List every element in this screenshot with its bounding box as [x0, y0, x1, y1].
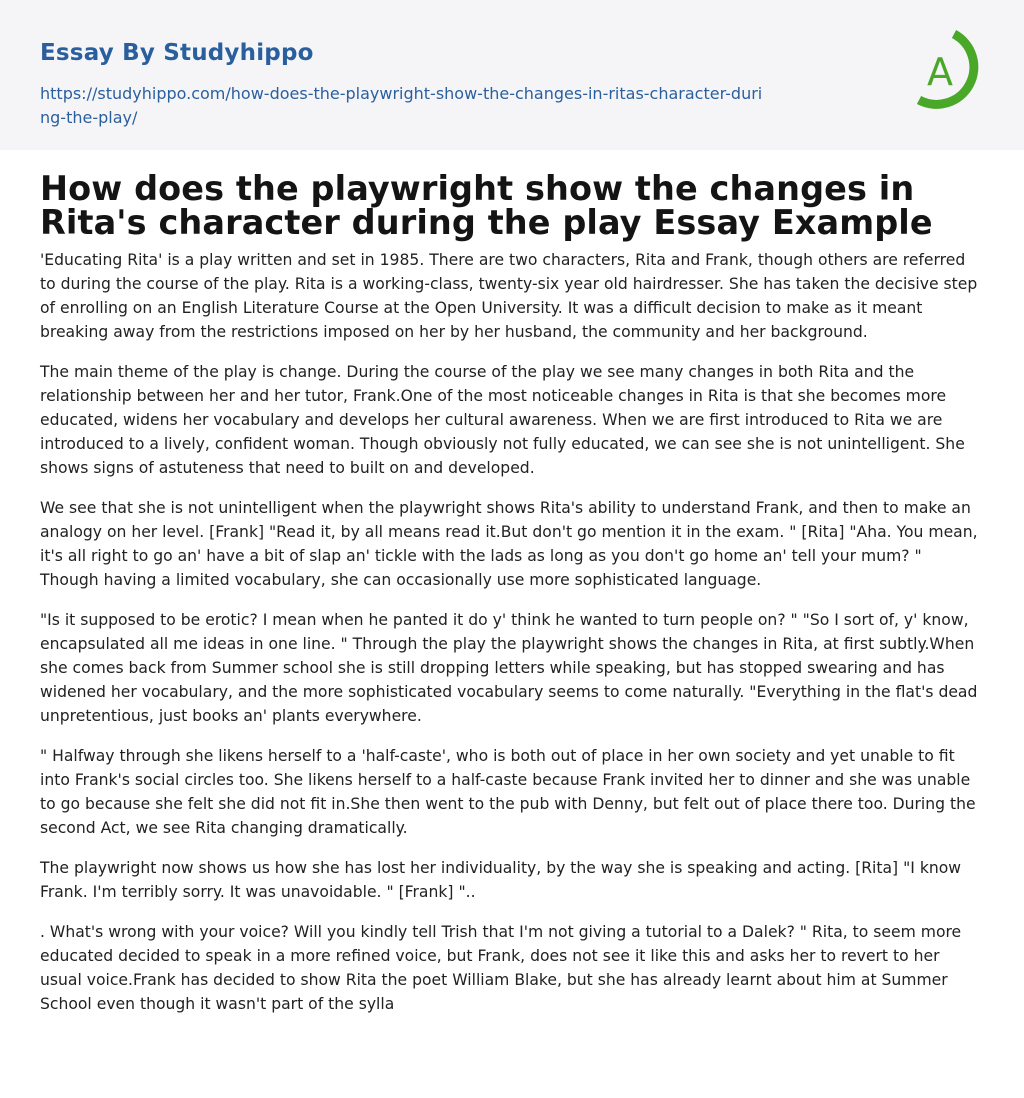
- article-paragraph: "Is it supposed to be erotic? I mean when he panted it do y' think he wanted to turn people on? " "So I sort of, y' know, encapsulated all me ideas in one line. " Through the play the playwright shows the changes in Rita, at first subtly.When she comes back from Summer school she is still dropping letters while speaking, but has stopped swearing and has widened her vocabulary, and the more sophisticated vocabulary seems to come naturally. "Everything in the flat's dead unpretentious, just books an' plants everywhere.: [40, 611, 978, 725]
- logo-letter: A: [927, 50, 953, 94]
- article-paragraph: 'Educating Rita' is a play written and set in 1985. There are two characters, Rita and Frank, though others are referred to during the course of the play. Rita is a working-class, twenty-six year old hairdresser. She has taken the decisive step of enrolling on an English Literature Course at the Open University. It was a difficult decision to make as it meant breaking away from the restrictions imposed on her by her husband, the community and her background.: [40, 251, 978, 341]
- article-paragraph: We see that she is not unintelligent when the playwright shows Rita's ability to understand Frank, and then to make an analogy on her level. [Frank] "Read it, by all means read it.But don't go mention it in the exam. " [Rita] "Aha. You mean, it's all right to go an' have a bit of slap an' tickle with the lads as long as you don't go home an' tell your mum? " Though having a limited vocabulary, she can occasionally use more sophisticated language.: [40, 499, 978, 589]
- article-paragraph: The playwright now shows us how she has lost her individuality, by the way she is speaking and acting. [Rita] "I know Frank. I'm terribly sorry. It was unavoidable. " [Frank] "..: [40, 859, 962, 901]
- article-title: How does the playwright show the changes in Rita's character during the play Essay Example: [40, 169, 933, 242]
- essay-url-link[interactable]: https://studyhippo.com/how-does-the-playwright-show-the-changes-in-ritas-character-during-the-play/: [40, 84, 763, 127]
- article-paragraph: . What's wrong with your voice? Will you kindly tell Trish that I'm not giving a tutorial to a Dalek? " Rita, to seem more educated decided to speak in a more refined voice, but Frank, does not see it like this and asks her to revert to her usual voice.Frank has decided to show Rita the poet William Blake, but she has already learnt about him at Summer School even though it wasn't part of the sylla: [40, 923, 962, 1013]
- studyhippo-logo-icon[interactable]: [904, 28, 988, 116]
- article-body: [40, 248, 984, 1016]
- article-paragraph: The main theme of the play is change. During the course of the play we see many changes in both Rita and the relationship between her and her tutor, Frank.One of the most noticeable changes in Rita is that she becomes more educated, widens her vocabulary and develops her cultural awareness. When we are first introduced to Rita we are introduced to a lively, confident woman. Though obviously not fully educated, we can see she is not unintelligent. She shows signs of astuteness that need to built on and developed.: [40, 363, 965, 477]
- site-brand[interactable]: Essay By Studyhippo: [40, 40, 314, 66]
- site-header: [0, 0, 1024, 150]
- article-paragraph: " Halfway through she likens herself to a 'half-caste', who is both out of place in her own society and yet unable to fit into Frank's social circles too. She likens herself to a half-caste because Frank invited her to dinner and she was unable to go because she felt she did not fit in.She then went to the pub with Denny, but felt out of place there too. During the second Act, we see Rita changing dramatically.: [40, 747, 976, 837]
- article: [40, 169, 984, 1016]
